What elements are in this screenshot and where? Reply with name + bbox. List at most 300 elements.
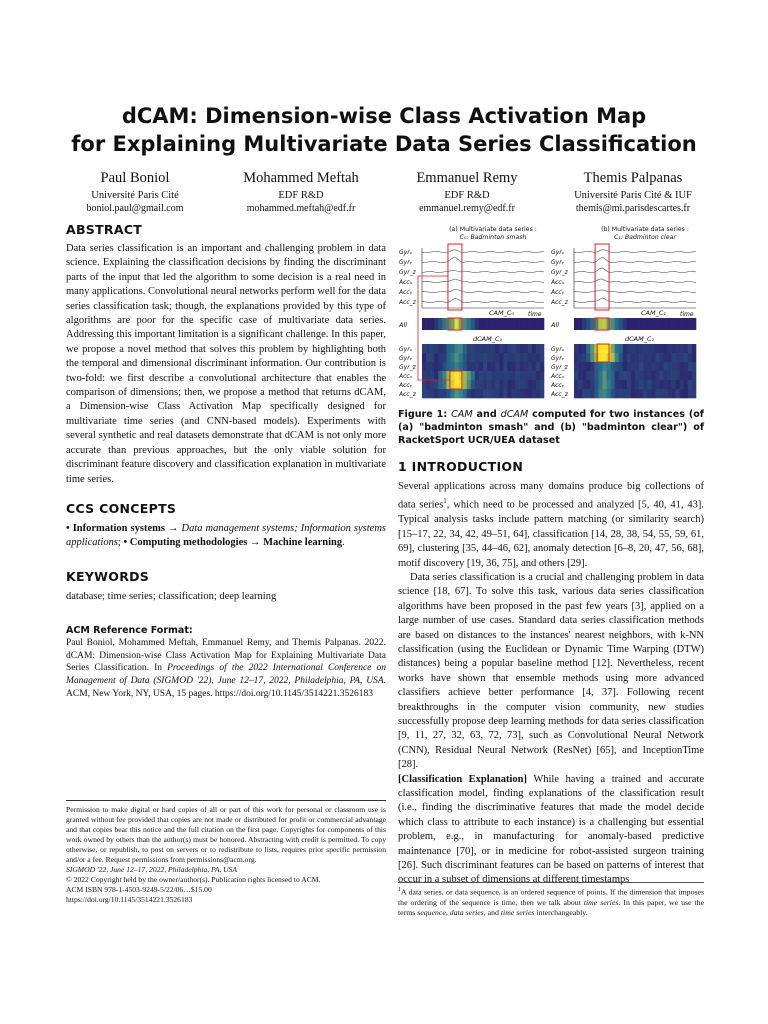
panel-b-dcam-cell — [586, 353, 590, 362]
panel-b-dcam-cell — [655, 362, 659, 371]
panel-a-dcam-cell — [467, 362, 471, 371]
panel-a-dcam-cell — [434, 389, 438, 398]
panel-a-dcam-cell — [495, 344, 499, 353]
panel-a-dcam-cell — [422, 380, 426, 389]
panel-a-dcam-cell — [495, 362, 499, 371]
panel-b-dcam-cell — [582, 353, 586, 362]
panel-a-dcam-cell — [516, 389, 520, 398]
panel-b-dcam-cell — [586, 380, 590, 389]
panel-b-cam-cell — [672, 318, 676, 330]
panel-a-series-line — [422, 250, 544, 253]
panel-b-cam-cell — [582, 318, 586, 330]
panel-a-dcam-cell — [438, 362, 442, 371]
panel-b-dcam-cell — [627, 362, 631, 371]
panel-b-dcam-cell — [672, 344, 676, 353]
panel-a-series-line — [422, 289, 544, 292]
panel-b-dcam-cell — [672, 362, 676, 371]
panel-a-dcam-cell — [430, 371, 434, 380]
panel-a-dcam-cell — [463, 353, 467, 362]
panel-b-dcam-dim-label: Acc_z — [551, 391, 568, 398]
author-name: Mohammed Meftah — [243, 170, 359, 186]
panel-a-dcam-cell — [422, 344, 426, 353]
panel-b-dcam-cell — [619, 389, 623, 398]
panel-a-series-line — [422, 279, 544, 283]
panel-a-dcam-dim-label: Accᵧ — [399, 382, 412, 389]
panel-a-dcam-cell — [471, 353, 475, 362]
author-affiliation: Université Paris Cité — [91, 190, 179, 201]
panel-b-dcam-cell — [594, 353, 598, 362]
caption-and: and — [472, 409, 501, 420]
panel-a-dcam-cell — [540, 389, 544, 398]
panel-b-dim-label: Accᵧ — [551, 289, 564, 296]
panel-b-dcam-cell — [692, 362, 696, 371]
panel-b-series-line — [574, 290, 696, 293]
panel-b-dim-label: Accₓ — [551, 279, 565, 286]
panel-a-dcam-cell — [455, 362, 459, 371]
panel-a-dcam-cell — [540, 362, 544, 371]
author-block — [52, 170, 716, 215]
panel-a-dcam-cell — [516, 344, 520, 353]
panel-b-dcam-cell — [586, 344, 590, 353]
panel-a-dim-label: Acc_z — [399, 299, 416, 306]
panel-b-dcam-cell — [643, 380, 647, 389]
author-3 — [384, 170, 550, 215]
panel-a-dcam-cell — [491, 389, 495, 398]
panel-a-cam-cell — [446, 318, 450, 330]
panel-a-dcam-dim-label: Gyrₓ — [399, 346, 413, 353]
panel-a-dcam-cell — [511, 380, 515, 389]
panel-b-dcam-cell — [578, 389, 582, 398]
panel-a-dcam-cell — [483, 380, 487, 389]
panel-a-dcam-cell — [434, 362, 438, 371]
intro-para-3 — [398, 773, 704, 888]
panel-b-dcam-cell — [639, 344, 643, 353]
panel-a-dcam-cell — [499, 344, 503, 353]
panel-a-cam-cell — [532, 318, 536, 330]
panel-b-dcam-cell — [692, 371, 696, 380]
panel-a-dcam-cell — [528, 389, 532, 398]
panel-a-dcam-cell — [475, 344, 479, 353]
panel-a-dcam-cell — [520, 344, 524, 353]
panel-a-dcam-cell — [536, 353, 540, 362]
panel-a-dcam-cell — [540, 380, 544, 389]
panel-b-dcam-cell — [590, 380, 594, 389]
panel-b-dcam-cell — [623, 380, 627, 389]
panel-a-dcam-cell — [511, 389, 515, 398]
panel-b-dim-label: Acc_z — [551, 299, 568, 306]
footnote-t1: sequence — [417, 908, 446, 917]
footnote-b: . In this paper, we use the terms — [398, 897, 704, 917]
panel-a-dcam-cell — [426, 362, 430, 371]
panel-a-dcam-cell — [434, 353, 438, 362]
figure-1 — [398, 222, 704, 404]
panel-a-dcam-cell — [503, 371, 507, 380]
panel-a-dcam-cell — [426, 371, 430, 380]
panel-b-dcam-cell — [692, 353, 696, 362]
panel-b-dcam-dim-label: Accₓ — [551, 373, 565, 380]
caption-cam: CAM — [451, 409, 473, 420]
panel-a-dcam-dim-label: Gyrᵧ — [399, 355, 412, 362]
panel-b-dcam-cell — [680, 344, 684, 353]
permission-block — [66, 800, 386, 905]
panel-b-dcam-cell — [619, 380, 623, 389]
panel-b-dcam-cell — [627, 380, 631, 389]
panel-b-dcam-cell — [631, 371, 635, 380]
panel-b-dcam-cell — [684, 362, 688, 371]
panel-a-dcam-cell — [442, 380, 446, 389]
intro-p3-text: While having a trained and accurate classification model, finding explanations of the classification result (i.e., finding the discriminative features that made the model decide which class to attribute to each instance) is a challenging but essential problem, e.g., in manufacturing for anomaly-based predictive maintenance [70], or in medicine for robot-assisted surgeon training [26]. Such discriminant features can be based on patterns of interest that occur in a subset of dimensions at different timestamps — [398, 773, 704, 886]
panel-b-dcam-cell — [680, 362, 684, 371]
panel-b-dcam-cell — [692, 389, 696, 398]
panel-b-dcam-cell — [623, 344, 627, 353]
panel-a-dcam-cell — [524, 362, 528, 371]
panel-a-dcam-cell — [442, 389, 446, 398]
panel-a-dcam-cell — [434, 344, 438, 353]
panel-b-dcam-cell — [635, 362, 639, 371]
panel-b-dcam-cell — [635, 371, 639, 380]
panel-b-dcam-cell — [578, 380, 582, 389]
panel-b-dcam-cell — [631, 353, 635, 362]
panel-b-dcam-cell — [672, 371, 676, 380]
left-column — [66, 222, 386, 700]
panel-a-dcam-cell — [475, 362, 479, 371]
panel-b-dcam-cell — [598, 362, 602, 371]
panel-b-dcam-cell — [663, 362, 667, 371]
panel-a-dcam-cell — [459, 389, 463, 398]
panel-b-dcam-cell — [676, 380, 680, 389]
panel-a-dcam-cell — [446, 362, 450, 371]
panel-a-cam-cell — [516, 318, 520, 330]
panel-a-dcam-cell — [463, 371, 467, 380]
panel-b-dcam-cell — [692, 380, 696, 389]
panel-b-dcam-cell — [611, 371, 615, 380]
panel-a-dcam-cell — [503, 353, 507, 362]
panel-a-dcam-cell — [507, 371, 511, 380]
footnote — [398, 882, 704, 918]
panel-b-dcam-cell — [655, 353, 659, 362]
panel-a-cam-label: CAM_C₀ — [489, 309, 514, 317]
panel-b-dcam-cell — [627, 353, 631, 362]
right-column — [398, 222, 704, 888]
panel-b-dcam-cell — [680, 371, 684, 380]
panel-a-dcam-cell — [483, 353, 487, 362]
panel-b-dcam-cell — [594, 371, 598, 380]
panel-b-dcam-cell — [611, 380, 615, 389]
panel-a-cam-cell — [479, 318, 483, 330]
isbn-line: ACM ISBN 978-1-4503-9249-5/22/06…$15.00 — [66, 885, 212, 894]
author-email[interactable]: boniol.paul@gmail.com — [86, 203, 184, 214]
panel-b-dcam-cell — [639, 371, 643, 380]
panel-a-dcam-cell — [483, 344, 487, 353]
panel-a-cam-cell — [487, 318, 491, 330]
panel-b-dcam-cell — [659, 344, 663, 353]
panel-a-dcam-cell — [455, 371, 459, 380]
figure-1-graphic — [398, 222, 704, 404]
panel-a-dcam-cell — [487, 380, 491, 389]
panel-b-cam-cell — [586, 318, 590, 330]
panel-a-dcam-cell — [455, 353, 459, 362]
panel-a-series-line — [422, 271, 544, 273]
ccs-italic-1: Data management systems; Information systems applications — [66, 522, 387, 549]
title-line-2: for Explaining Multivariate Data Series Classification — [71, 132, 697, 156]
panel-a-dcam-cell — [520, 362, 524, 371]
panel-a-dcam-cell — [507, 380, 511, 389]
panel-b-cam-cell — [602, 318, 606, 330]
author-1 — [52, 170, 218, 215]
panel-b-dcam-cell — [615, 353, 619, 362]
panel-a-cam-cell — [524, 318, 528, 330]
panel-b-dcam-cell — [639, 353, 643, 362]
panel-a-dcam-cell — [491, 371, 495, 380]
footnote-mark[interactable]: 1 — [443, 497, 447, 506]
panel-b-series-line — [574, 257, 696, 262]
panel-a-cam-cell — [520, 318, 524, 330]
panel-a-dim-label: Gyrᵧ — [399, 259, 412, 266]
panel-a-cam-cell — [438, 318, 442, 330]
intro-para-1 — [398, 480, 704, 571]
panel-b-cam-cell — [598, 318, 602, 330]
permission-text: Permission to make digital or hard copies of all or part of this work for personal or classroom use is granted without fee provided that copies are not made or distributed for profit or commercial advantage and that copies bear this notice and the full citation on the first page. Copyrights for components of this work owned by others than the author(s) must be honored. Abstracting with credit is permitted. To copy otherwise, or republish, to post on servers or to redistribute to lists, requires prior specific permission and/or a fee. Request permissions from permissions@acm.org. — [66, 805, 386, 864]
author-email[interactable]: emmanuel.remy@edf.fr — [419, 203, 515, 214]
panel-b-dcam-cell — [688, 344, 692, 353]
panel-b-dim-label: Gyr_z — [551, 269, 568, 276]
panel-b-dcam-cell — [651, 362, 655, 371]
panel-a-dcam-cell — [495, 371, 499, 380]
panel-b-dcam-cell — [586, 389, 590, 398]
panel-a-dcam-cell — [463, 389, 467, 398]
panel-a-dcam-cell — [516, 353, 520, 362]
panel-b-subtitle: C₁: Badminton clear — [614, 234, 676, 241]
panel-a-dcam-cell — [434, 371, 438, 380]
panel-b-dcam-cell — [684, 371, 688, 380]
panel-b-dcam-cell — [651, 389, 655, 398]
panel-b-cam-cell — [611, 318, 615, 330]
panel-a-dcam-cell — [459, 362, 463, 371]
panel-a-cam-cell — [540, 318, 544, 330]
panel-a-dcam-cell — [455, 389, 459, 398]
ccs-sep: ; — [117, 537, 124, 549]
panel-a-dcam-cell — [446, 344, 450, 353]
panel-a-dcam-cell — [507, 389, 511, 398]
panel-a-dcam-cell — [528, 353, 532, 362]
panel-a-cam-cell — [483, 318, 487, 330]
panel-b-cam-cell — [627, 318, 631, 330]
panel-a-dcam-cell — [528, 362, 532, 371]
panel-b-dcam-cell — [578, 344, 582, 353]
panel-b-dcam-cell — [655, 344, 659, 353]
panel-b-dcam-cell — [611, 389, 615, 398]
panel-a-dcam-cell — [520, 353, 524, 362]
panel-a-dcam-cell — [536, 362, 540, 371]
author-affiliation: EDF R&D — [444, 190, 490, 201]
panel-a-dcam-cell — [479, 389, 483, 398]
panel-a-dcam-cell — [499, 380, 503, 389]
caption-rest: computed for two instances (of (a) "badminton smash" and (b) "badminton clear") of RacketSport UCR/UEA dataset — [398, 409, 704, 446]
panel-a-dcam-cell — [471, 389, 475, 398]
author-4 — [550, 170, 716, 215]
panel-a-dcam-cell — [475, 380, 479, 389]
author-email[interactable]: mohammed.meftah@edf.fr — [246, 203, 356, 214]
panel-a-dcam-label: dCAM_C₀ — [473, 335, 503, 343]
panel-b-dcam-cell — [623, 389, 627, 398]
panel-a-dcam-cell — [528, 380, 532, 389]
panel-a-dcam-cell — [503, 344, 507, 353]
panel-a-dcam-cell — [528, 371, 532, 380]
panel-b-cam-cell — [651, 318, 655, 330]
panel-a-dcam-cell — [540, 344, 544, 353]
panel-b-dcam-cell — [655, 389, 659, 398]
panel-a-dcam-cell — [422, 353, 426, 362]
panel-a-dcam-cell — [450, 362, 454, 371]
panel-a-dcam-cell — [487, 389, 491, 398]
panel-a-dcam-cell — [495, 353, 499, 362]
panel-a-dcam-cell — [438, 380, 442, 389]
panel-a-dcam-cell — [463, 344, 467, 353]
panel-b-dcam-cell — [672, 353, 676, 362]
panel-b-dcam-cell — [688, 353, 692, 362]
panel-a-dcam-cell — [499, 353, 503, 362]
panel-a-dcam-cell — [511, 353, 515, 362]
panel-b-dcam-cell — [635, 389, 639, 398]
panel-a-dcam-cell — [442, 371, 446, 380]
panel-b-dcam-cell — [659, 362, 663, 371]
panel-b-dcam-cell — [631, 389, 635, 398]
panel-a-dcam-cell — [467, 353, 471, 362]
author-affiliation: Université Paris Cité & IUF — [574, 190, 692, 201]
panel-a-dim-label: Accᵧ — [399, 289, 412, 296]
abstract-heading: ABSTRACT — [66, 222, 143, 237]
panel-a-dcam-cell — [487, 362, 491, 371]
panel-b-cam-cell — [578, 318, 582, 330]
panel-a-dcam-cell — [532, 380, 536, 389]
panel-b-dcam-cell — [639, 380, 643, 389]
panel-a-dcam-cell — [426, 380, 430, 389]
panel-b-dcam-cell — [647, 371, 651, 380]
panel-a-dcam-cell — [511, 362, 515, 371]
panel-b-cam-cell — [623, 318, 627, 330]
caption-dcam: dCAM — [500, 409, 529, 420]
panel-a-dim-label: Accₓ — [399, 279, 413, 286]
panel-b-cam-cell — [655, 318, 659, 330]
footnote-c: , — [445, 908, 450, 917]
panel-b-dcam-cell — [578, 362, 582, 371]
panel-a-dcam-cell — [467, 380, 471, 389]
panel-b-dcam-cell — [594, 344, 598, 353]
panel-b-dcam-cell — [647, 344, 651, 353]
panel-a-dcam-cell — [475, 371, 479, 380]
ccs-heading: CCS CONCEPTS — [66, 500, 177, 516]
panel-b-dim-label: Gyrₓ — [551, 249, 565, 256]
panel-b-dcam-cell — [619, 353, 623, 362]
acm-ref-part-2: ACM, New York, NY, USA, 15 pages. https://doi.org/10.1145/3514221.3526183 — [66, 688, 374, 699]
panel-a-dcam-cell — [438, 389, 442, 398]
panel-b-dcam-cell — [586, 362, 590, 371]
panel-a-all-label: All — [399, 321, 408, 329]
panel-a-dcam-cell — [532, 389, 536, 398]
panel-b-cam-cell — [639, 318, 643, 330]
panel-a-dcam-cell — [520, 380, 524, 389]
panel-b-cam-cell — [631, 318, 635, 330]
panel-b-dcam-cell — [594, 389, 598, 398]
panel-a-cam-cell — [422, 318, 426, 330]
panel-b-dcam-cell — [659, 389, 663, 398]
panel-b-dcam-cell — [615, 389, 619, 398]
ccs-bold-2: • Computing methodologies → Machine learning — [123, 537, 343, 549]
panel-a-dcam-cell — [499, 389, 503, 398]
panel-a-cam-cell — [499, 318, 503, 330]
panel-b-dcam-cell — [615, 362, 619, 371]
panel-b-dcam-cell — [627, 344, 631, 353]
panel-a-dcam-cell — [459, 344, 463, 353]
panel-b-dcam-cell — [590, 344, 594, 353]
panel-a-dcam-cell — [426, 353, 430, 362]
panel-b-dcam-cell — [659, 380, 663, 389]
panel-a-dcam-cell — [455, 344, 459, 353]
panel-a-dcam-cell — [426, 389, 430, 398]
panel-a-dcam-cell — [467, 371, 471, 380]
acm-reference-heading: ACM Reference Format: — [66, 625, 193, 637]
panel-b-dcam-dim-label: Gyrᵧ — [551, 355, 564, 362]
panel-b-dcam-cell — [590, 371, 594, 380]
panel-b-dcam-cell — [651, 380, 655, 389]
doi-line[interactable]: https://doi.org/10.1145/3514221.3526183 — [66, 895, 193, 904]
panel-a-dcam-cell — [516, 362, 520, 371]
panel-b-dim-label: Gyrᵧ — [551, 259, 564, 266]
panel-a-dcam-cell — [524, 353, 528, 362]
caption-label: Figure 1: — [398, 409, 452, 420]
panel-a-dcam-cell — [511, 371, 515, 380]
figure-1-caption — [398, 408, 704, 447]
panel-a-dcam-cell — [450, 353, 454, 362]
panel-a-dcam-cell — [471, 371, 475, 380]
panel-a-dcam-cell — [430, 344, 434, 353]
panel-b-dcam-cell — [598, 380, 602, 389]
panel-b-dcam-dim-label: Accᵧ — [551, 382, 564, 389]
panel-b-dcam-cell — [619, 362, 623, 371]
panel-b-dcam-cell — [684, 380, 688, 389]
panel-b-cam-cell — [688, 318, 692, 330]
panel-a-cam-cell — [528, 318, 532, 330]
panel-b-dcam-cell — [615, 380, 619, 389]
panel-b-dcam-cell — [602, 344, 606, 353]
panel-b-dcam-cell — [676, 389, 680, 398]
panel-b-cam-cell — [668, 318, 672, 330]
panel-a-dcam-cell — [499, 371, 503, 380]
panel-a-dcam-dim-label: Accₓ — [399, 373, 413, 380]
panel-b-dcam-cell — [643, 344, 647, 353]
panel-a-dcam-cell — [467, 344, 471, 353]
panel-a-cam-cell — [471, 318, 475, 330]
panel-b-dcam-cell — [578, 371, 582, 380]
panel-b-dcam-cell — [574, 362, 578, 371]
panel-b-dcam-cell — [635, 353, 639, 362]
panel-b-dcam-cell — [655, 380, 659, 389]
panel-b-dcam-cell — [574, 344, 578, 353]
author-name: Paul Boniol — [100, 170, 170, 186]
panel-a-cam-cell — [463, 318, 467, 330]
keywords-heading: KEYWORDS — [66, 568, 150, 584]
panel-a-dcam-cell — [528, 344, 532, 353]
panel-b-dcam-cell — [574, 389, 578, 398]
panel-a-dcam-cell — [422, 371, 426, 380]
panel-a-dcam-cell — [524, 344, 528, 353]
panel-b-dcam-cell — [659, 353, 663, 362]
acm-reference — [66, 624, 386, 700]
author-email[interactable]: themis@mi.parisdescartes.fr — [575, 203, 691, 214]
panel-a-dcam-cell — [446, 389, 450, 398]
panel-b-dcam-cell — [643, 362, 647, 371]
panel-a-dcam-cell — [471, 380, 475, 389]
